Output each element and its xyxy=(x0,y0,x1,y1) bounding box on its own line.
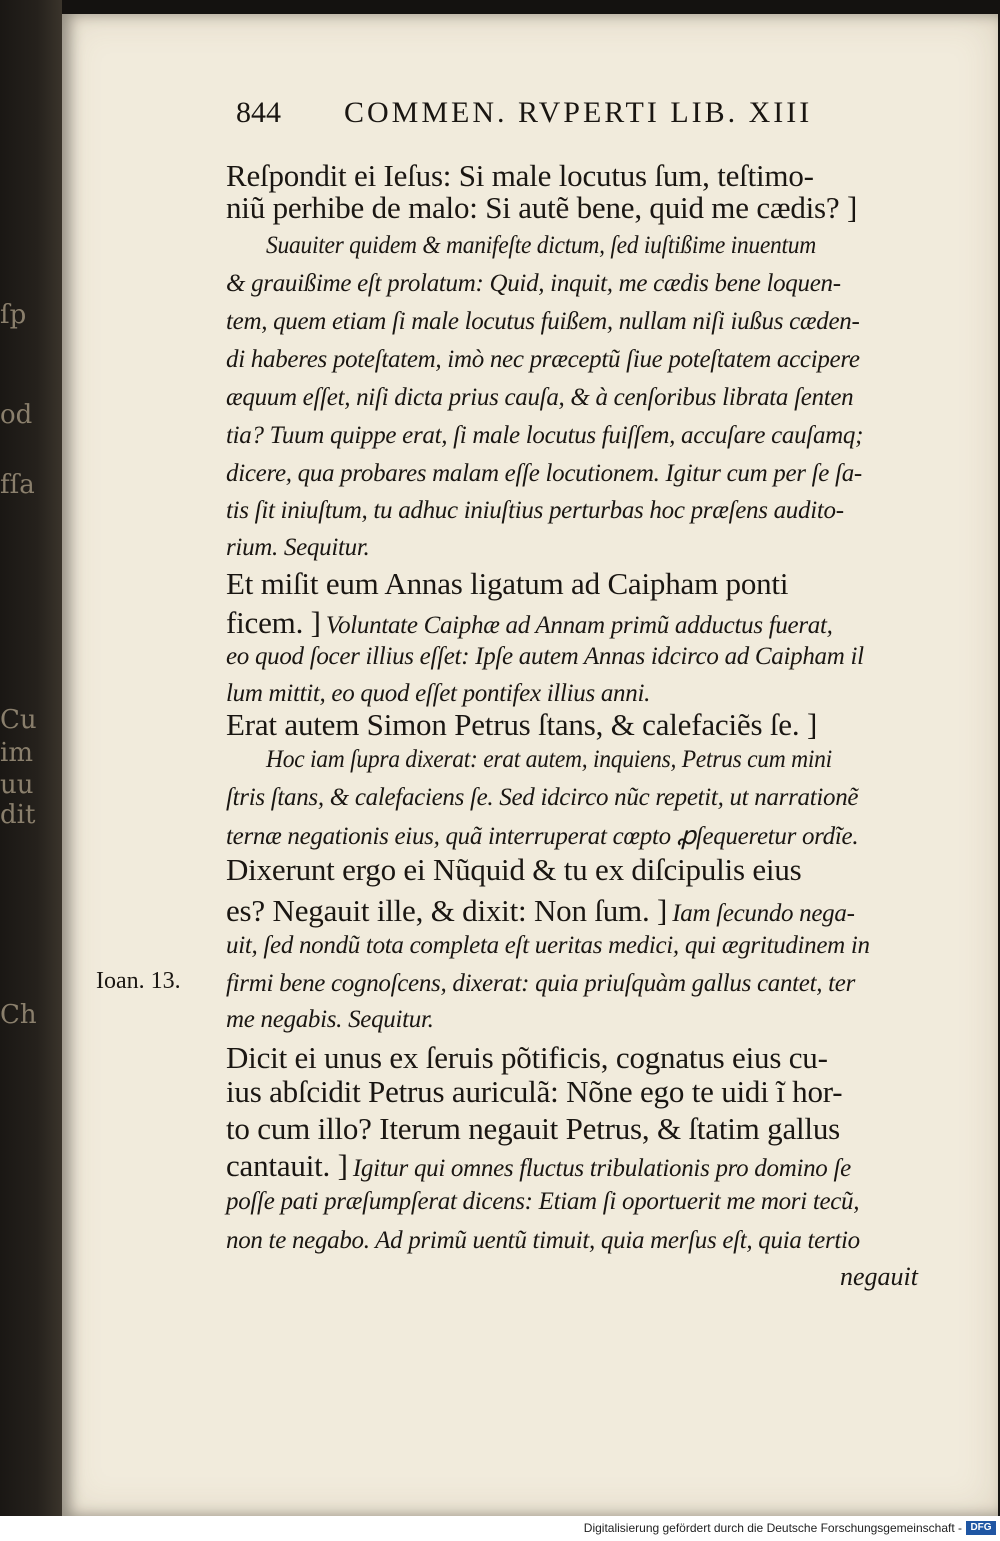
text-line xyxy=(226,270,921,298)
text-line xyxy=(226,605,921,641)
dfg-logo: DFG xyxy=(966,1521,996,1535)
commentary-text: tem, quem etiam ſi male locutus fuißem, nullam niſi iußus cæden- xyxy=(226,308,860,335)
commentary-text: poſſe pati præſumpſerat dicens: Etiam ſi oportuerit me mori tecũ, xyxy=(226,1188,860,1215)
lemma-text: niũ perhibe de malo: Si autẽ bene, quid me cædis? ] xyxy=(226,190,858,225)
text-line xyxy=(226,422,921,450)
text-line xyxy=(226,384,921,412)
lemma-text: ius abſcidit Petrus auriculã: Nõne ego te uidi ĩ hor- xyxy=(226,1074,843,1109)
text-line xyxy=(226,460,921,488)
bleed-letter: dit xyxy=(0,800,36,830)
commentary-text: non te negabo. Ad primũ uentũ timuit, quia merſus eſt, quia tertio xyxy=(226,1227,860,1254)
commentary-text: tia? Tuum quippe erat, ſi male locutus fuiſſem, accuſare cauſamq; xyxy=(226,422,864,449)
text-line xyxy=(226,1111,921,1147)
text-line xyxy=(226,1188,921,1216)
text-line xyxy=(226,190,921,226)
marginal-reference: Ioan. 13. xyxy=(96,968,181,994)
lemma-text: Erat autem Simon Petrus ſtans, & calefaciẽs ſe. ] xyxy=(226,707,818,742)
commentary-text: & grauißime eſt prolatum: Quid, inquit, me cædis bene loquen- xyxy=(226,270,841,297)
commentary-text: eo quod ſocer illius eſſet: Ipſe autem Annas idcirco ad Caipham il xyxy=(226,643,864,670)
text-line xyxy=(226,852,921,888)
text-line xyxy=(226,1074,921,1110)
commentary-text: Voluntate Caiphæ ad Annam primũ adductus fuerat, xyxy=(325,612,833,639)
lemma-text: Dicit ei unus ex ſeruis põtificis, cognatus eius cu- xyxy=(226,1040,828,1075)
text-line xyxy=(226,643,921,671)
text-line xyxy=(226,970,921,998)
text-line xyxy=(226,1040,921,1076)
digitization-footer xyxy=(0,1516,1000,1541)
text-line xyxy=(226,707,921,743)
commentary-text: æquum eſſet, niſi dicta prius cauſa, & à cenſoribus librata ſenten xyxy=(226,384,854,411)
commentary-text: di haberes poteſtatem, imò nec præceptũ ſiue poteſtatem accipere xyxy=(226,346,860,373)
text-line xyxy=(226,680,921,708)
commentary-text: Suauiter quidem & manifeſte dictum, ſed iuſtißime inuentum xyxy=(266,232,817,259)
text-line xyxy=(226,566,921,602)
text-line xyxy=(226,534,921,562)
commentary-text: dicere, qua probares malam eſſe locutionem. Igitur cum per ſe ſa- xyxy=(226,460,862,487)
bleed-letter: im xyxy=(0,738,33,768)
catchword: negauit xyxy=(840,1262,918,1291)
text-line xyxy=(226,1006,921,1034)
lemma-text: Reſpondit ei Ieſus: Si male locutus ſum, teſtimo- xyxy=(226,158,814,193)
text-line xyxy=(226,784,921,812)
text-line xyxy=(226,1227,921,1255)
commentary-text: rium. Sequitur. xyxy=(226,534,370,561)
adjacent-page-edge xyxy=(0,0,62,1516)
text-line xyxy=(226,932,921,960)
commentary-text: Iam ſecundo nega- xyxy=(672,900,855,927)
bleed-letter: Ch xyxy=(0,1000,37,1030)
commentary-text: lum mittit, eo quod eſſet pontifex illius anni. xyxy=(226,680,651,707)
lemma-text: Dixerunt ergo ei Nũquid & tu ex diſcipulis eius xyxy=(226,852,802,887)
text-line xyxy=(226,308,921,336)
commentary-text: me negabis. Sequitur. xyxy=(226,1006,434,1033)
lemma-text: cantauit. ] xyxy=(226,1148,348,1183)
commentary-text: tis ſit iniuſtum, tu adhuc iniuſtius perturbas hoc præſens audito- xyxy=(226,497,844,524)
text-line xyxy=(226,1148,921,1184)
commentary-text: ternæ negationis eius, quã interruperat cœpto ꝓſequeretur ordĩe. xyxy=(226,823,859,850)
bleed-letter: uu xyxy=(0,770,34,800)
text-line xyxy=(266,746,921,774)
lemma-text: ficem. ] xyxy=(226,605,321,640)
running-title: COMMEN. RVPERTI LIB. XIII xyxy=(344,96,813,129)
text-line xyxy=(226,158,921,194)
footer-credit: Digitalisierung gefördert durch die Deutsche Forschungsgemeinschaft - xyxy=(583,1521,962,1535)
text-line xyxy=(226,346,921,374)
text-line xyxy=(266,232,921,260)
commentary-text: Igitur qui omnes fluctus tribulationis pro domino ſe xyxy=(352,1155,851,1182)
lemma-text: es? Negauit ille, & dixit: Non ſum. ] xyxy=(226,893,668,928)
bleed-letter: ſp xyxy=(0,300,27,330)
bleed-letter: fſa xyxy=(0,470,35,500)
text-line xyxy=(226,821,921,851)
commentary-text: Hoc iam ſupra dixerat: erat autem, inquiens, Petrus cum mini xyxy=(266,746,832,773)
text-line xyxy=(226,893,921,929)
commentary-text: firmi bene cognoſcens, dixerat: quia priuſquàm gallus cantet, ter xyxy=(226,970,856,997)
text-line xyxy=(226,497,921,525)
lemma-text: Et miſit eum Annas ligatum ad Caipham ponti xyxy=(226,566,789,601)
commentary-text: uit, ſed nondũ tota completa eſt ueritas medici, qui ægritudinem in xyxy=(226,932,870,959)
page-number: 844 xyxy=(236,96,281,129)
lemma-text: to cum illo? Iterum negauit Petrus, & ſtatim gallus xyxy=(226,1111,840,1146)
bleed-letter: od xyxy=(0,400,33,430)
commentary-text: ſtris ſtans, & calefaciens ſe. Sed idcirco nũc repetit, ut narrationẽ xyxy=(226,784,859,811)
bleed-letter: Cu xyxy=(0,705,37,735)
